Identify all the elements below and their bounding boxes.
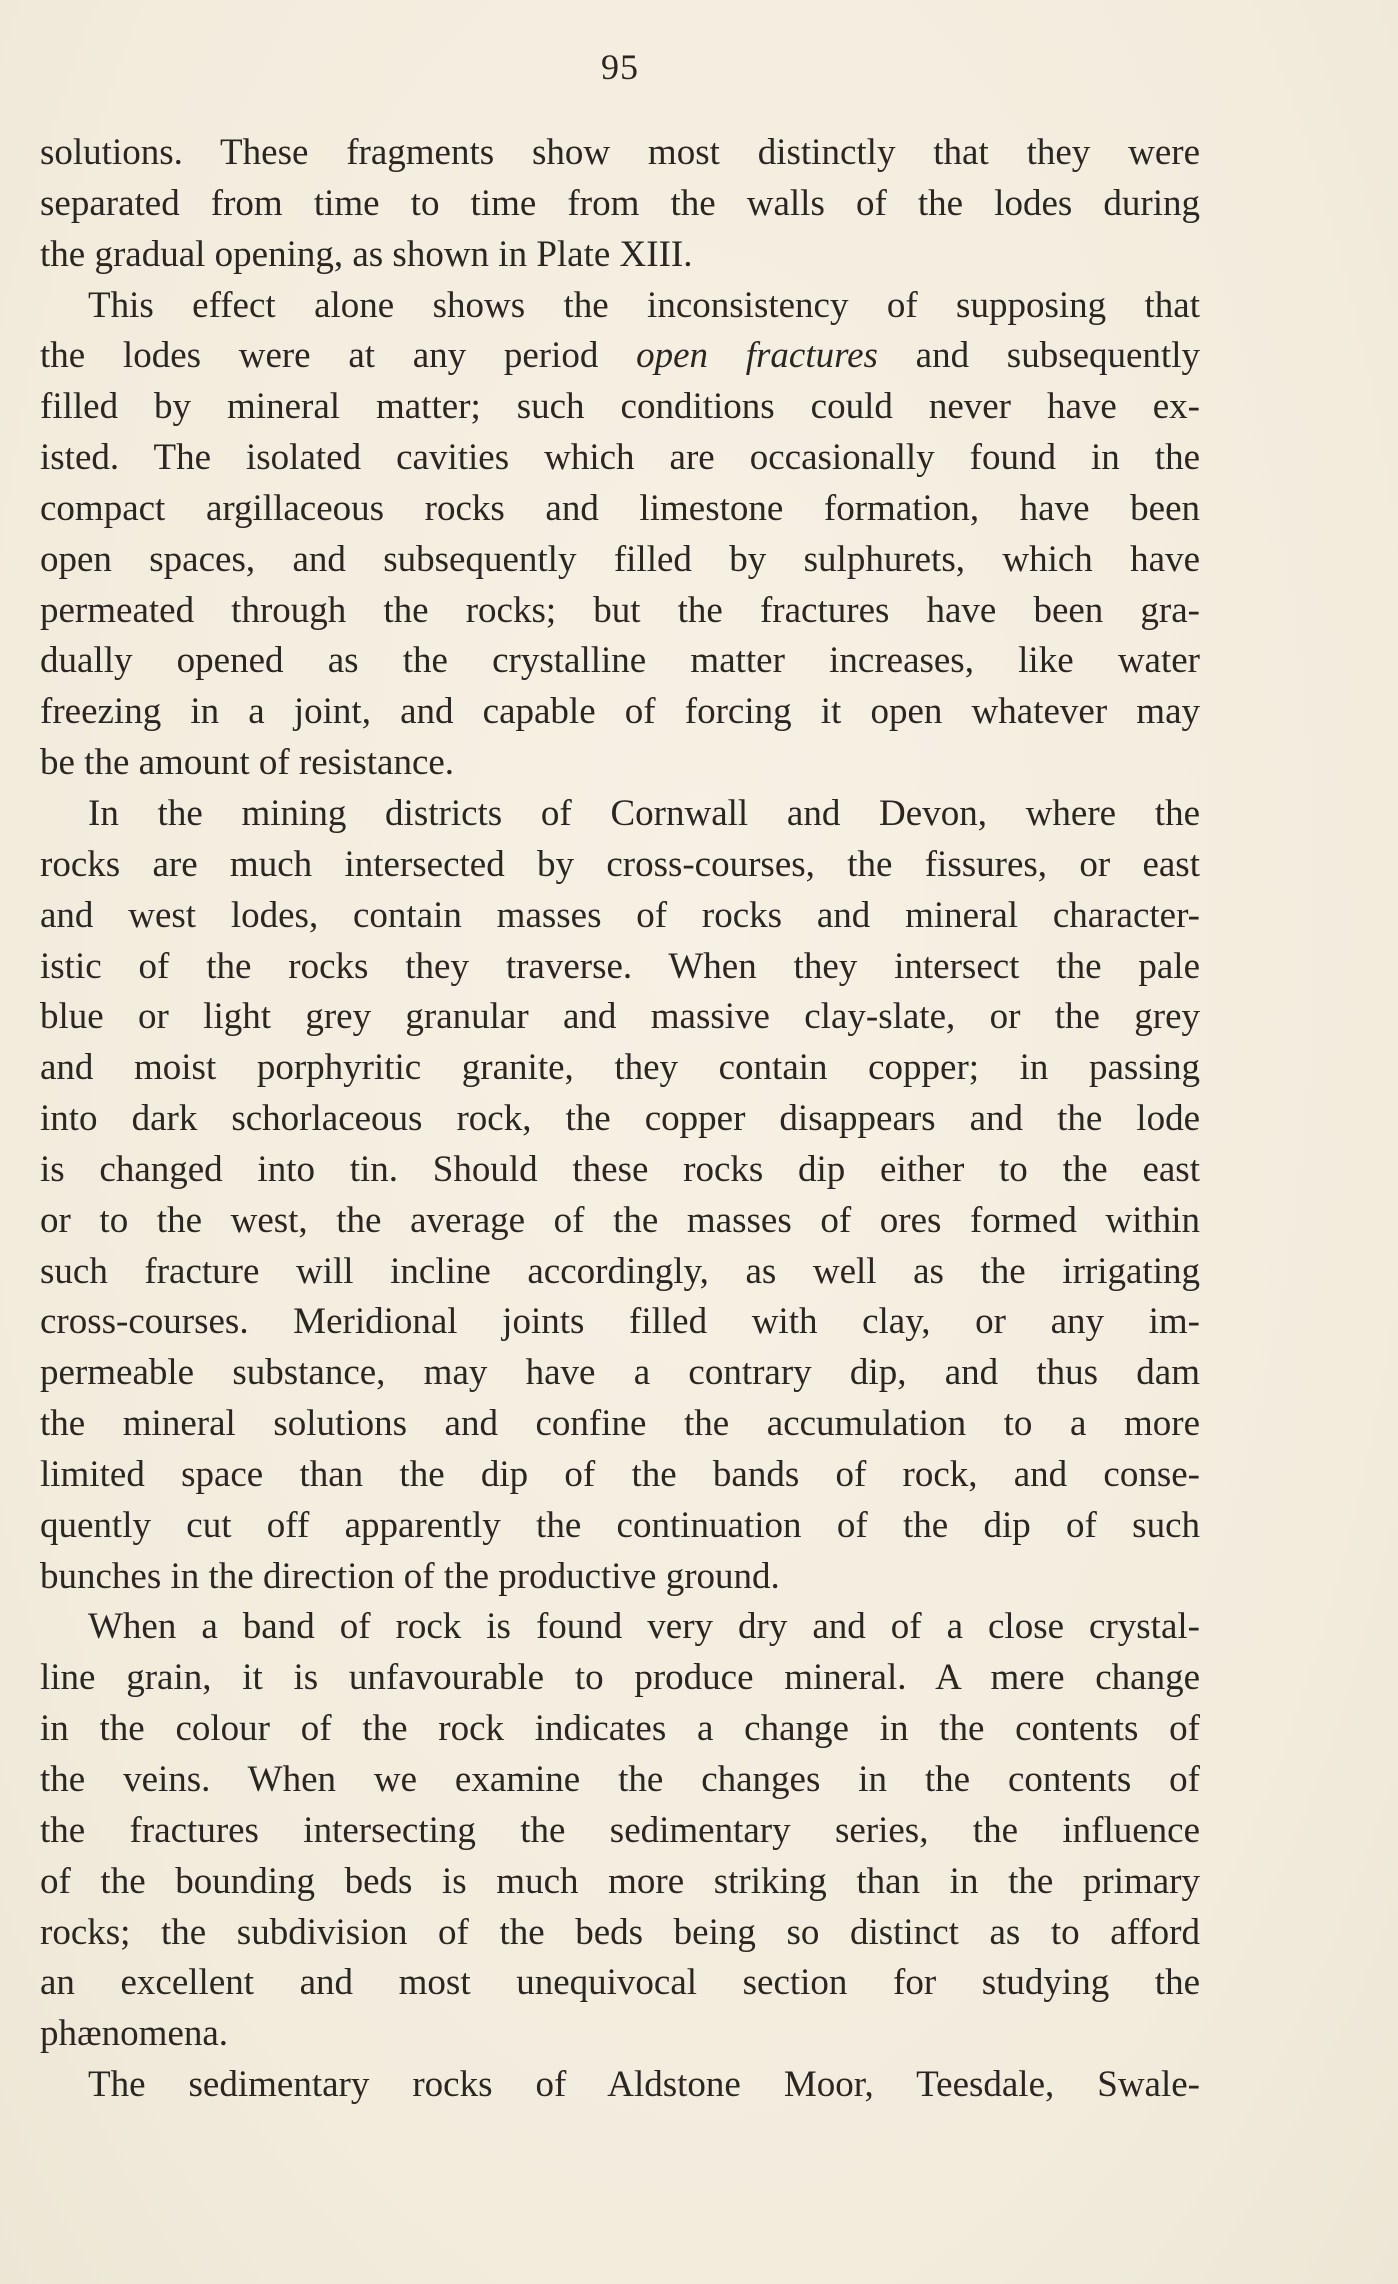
text-line: solutions. These fragments show most distinctly that they were xyxy=(40,132,1200,173)
text-line: In the mining districts of Cornwall and Devon, where the xyxy=(88,792,1200,834)
text-line: the mineral solutions and confine the accumulation to a more xyxy=(40,1403,1200,1445)
text-segment: and subsequently xyxy=(877,335,1200,377)
text-line: cross-courses. Meridional joints filled with clay, or any im- xyxy=(40,1301,1200,1343)
text-line: the fractures intersecting the sedimentary series, the influence xyxy=(40,1809,1200,1851)
text-line: filled by mineral matter; such conditions could never have ex- xyxy=(40,386,1200,428)
italic-phrase: open fractures xyxy=(636,335,878,377)
text-line: compact argillaceous rocks and limestone formation, have been xyxy=(40,487,1200,529)
body-text xyxy=(40,128,1200,2111)
text-line: line grain, it is unfavourable to produce mineral. A mere change xyxy=(40,1657,1200,1699)
text-line: bunches in the direction of the productive ground. xyxy=(40,1555,780,1597)
text-line: rocks are much intersected by cross-courses, the fissures, or east xyxy=(40,843,1200,885)
text-line: an excellent and most unequivocal section for studying the xyxy=(40,1962,1200,2004)
text-line: separated from time to time from the walls of the lodes during xyxy=(40,182,1200,224)
text-line: isted. The isolated cavities which are occasionally found in the xyxy=(40,437,1200,479)
text-line: dually opened as the crystalline matter increases, like water xyxy=(40,640,1200,682)
text-line: This effect alone shows the inconsistency of supposing that xyxy=(88,284,1200,326)
text-line: freezing in a joint, and capable of forcing it open whatever may xyxy=(40,691,1200,733)
text-line: open spaces, and subsequently filled by sulphurets, which have xyxy=(40,538,1200,580)
text-line: and west lodes, contain masses of rocks and mineral character- xyxy=(40,894,1200,936)
text-line: and moist porphyritic granite, they contain copper; in passing xyxy=(40,1047,1200,1089)
text-line: phænomena. xyxy=(40,2013,229,2055)
text-segment: the lodes were at any period xyxy=(40,335,637,377)
text-line: such fracture will incline accordingly, as well as the irrigating xyxy=(40,1250,1200,1292)
text-line: When a band of rock is found very dry and of a close crystal- xyxy=(88,1606,1200,1648)
text-line: the veins. When we examine the changes in the contents of xyxy=(40,1759,1200,1800)
text-line: the gradual opening, as shown in Plate XIII. xyxy=(40,233,693,275)
text-line: of the bounding beds is much more striking than in the primary xyxy=(40,1860,1200,1902)
text-line: be the amount of resistance. xyxy=(40,742,455,784)
text-line: The sedimentary rocks of Aldstone Moor, Teesdale, Swale- xyxy=(88,2064,1200,2106)
text-line: quently cut off apparently the continuation of the dip of such xyxy=(40,1504,1200,1546)
text-line: istic of the rocks they traverse. When they intersect the pale xyxy=(40,945,1200,987)
text-line: limited space than the dip of the bands of rock, and conse- xyxy=(40,1453,1200,1495)
text-line xyxy=(40,331,1200,382)
page-number: 95 xyxy=(601,47,639,87)
text-line: is changed into tin. Should these rocks dip either to the east xyxy=(40,1148,1200,1190)
text-line: permeated through the rocks; but the fractures have been gra- xyxy=(40,589,1200,631)
text-line: rocks; the subdivision of the beds being so distinct as to afford xyxy=(40,1911,1200,1953)
text-line: in the colour of the rock indicates a change in the contents of xyxy=(40,1708,1200,1750)
text-line: permeable substance, may have a contrary dip, and thus dam xyxy=(40,1352,1200,1394)
text-line: blue or light grey granular and massive clay-slate, or the grey xyxy=(40,996,1200,1038)
text-line: into dark schorlaceous rock, the copper disappears and the lode xyxy=(40,1098,1200,1140)
text-line: or to the west, the average of the masses of ores formed within xyxy=(40,1199,1200,1241)
